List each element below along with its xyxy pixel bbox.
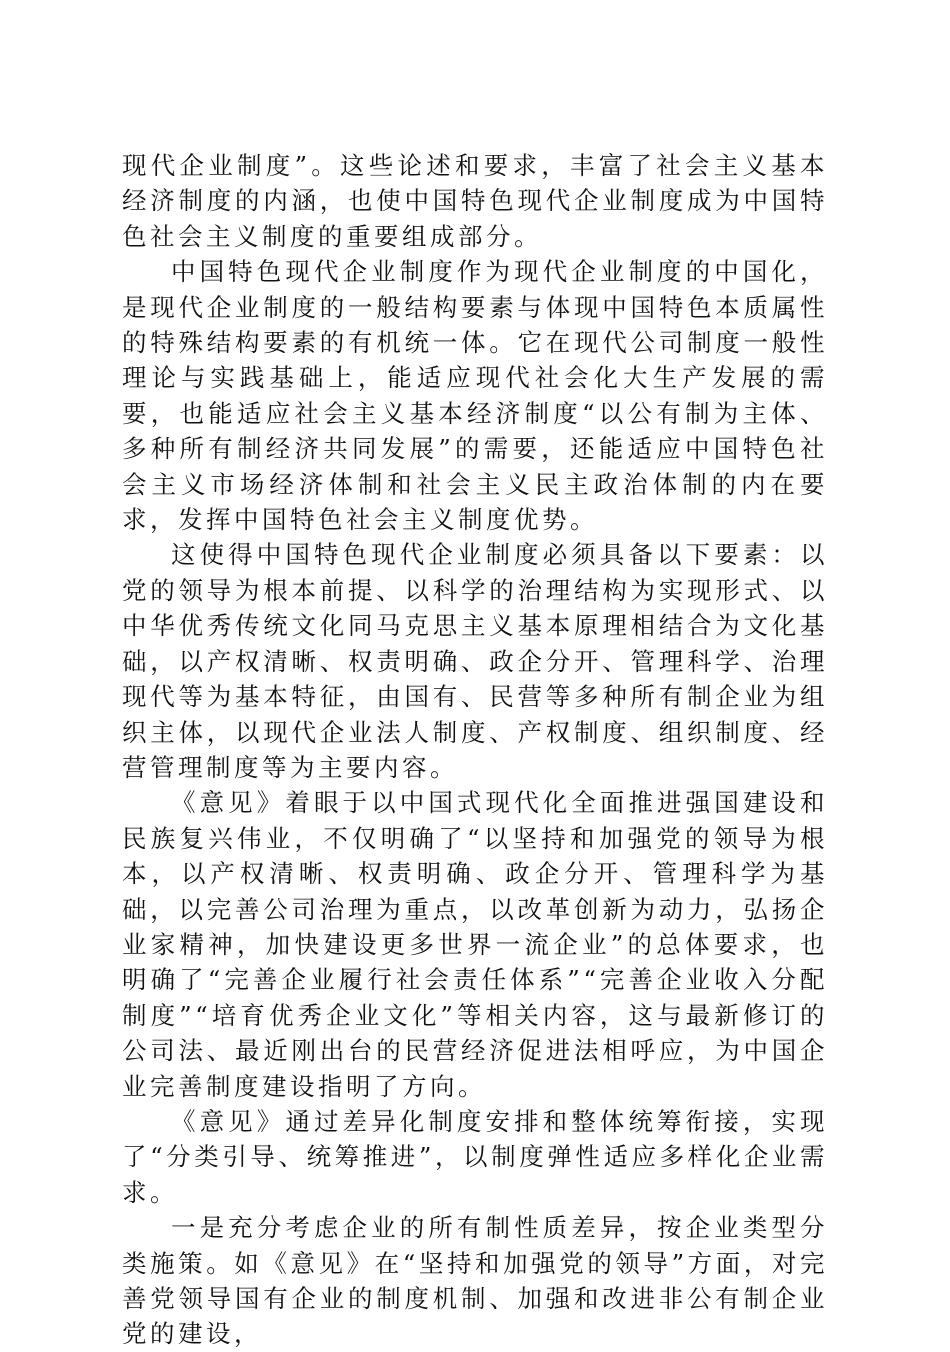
paragraph-5: 《意见》通过差异化制度安排和整体统筹衔接，实现了“分类引导、统筹推进”，以制度弹性适应多样化企业需求。	[122, 1106, 828, 1207]
document-body	[122, 148, 828, 1352]
paragraph-4: 《意见》着眼于以中国式现代化全面推进强国建设和民族复兴伟业，不仅明确了“以坚持和加强党的领导为根本，以产权清晰、权责明确、政企分开、管理科学为基础，以完善公司治理为重点，以改革创新为动力，弘扬企业家精神，加快建设更多世界一流企业”的总体要求，也明确了“完善企业履行社会责任体系”“完善企业收入分配制度”“培育优秀企业文化”等相关内容，这与最新修订的公司法、最近刚出台的民营经济促进法相呼应，为中国企业完善制度建设指明了方向。	[122, 788, 828, 1101]
paragraph-3: 这使得中国特色现代企业制度必须具备以下要素：以党的领导为根本前提、以科学的治理结构为实现形式、以中华优秀传统文化同马克思主义基本原理相结合为文化基础，以产权清晰、权责明确、政企分开、管理科学、治理现代等为基本特征，由国有、民营等多种所有制企业为组织主体，以现代企业法人制度、产权制度、组织制度、经营管理制度等为主要内容。	[122, 540, 828, 782]
paragraph-6: 一是充分考虑企业的所有制性质差异，按企业类型分类施策。如《意见》在“坚持和加强党的领导”方面，对完善党领导国有企业的制度机制、加强和改进非公有制企业党的建设，	[122, 1213, 828, 1349]
paragraph-2: 中国特色现代企业制度作为现代企业制度的中国化，是现代企业制度的一般结构要素与体现中国特色本质属性的特殊结构要素的有机统一体。它在现代公司制度一般性理论与实践基础上，能适应现代社会化大生产发展的需要，也能适应社会主义基本经济制度“以公有制为主体、多种所有制经济共同发展”的需要，还能适应中国特色社会主义市场经济体制和社会主义民主政治体制的内在要求，发挥中国特色社会主义制度优势。	[122, 257, 828, 535]
paragraph-1: 现代企业制度”。这些论述和要求，丰富了社会主义基本经济制度的内涵，也使中国特色现代企业制度成为中国特色社会主义制度的重要组成部分。	[122, 151, 828, 251]
